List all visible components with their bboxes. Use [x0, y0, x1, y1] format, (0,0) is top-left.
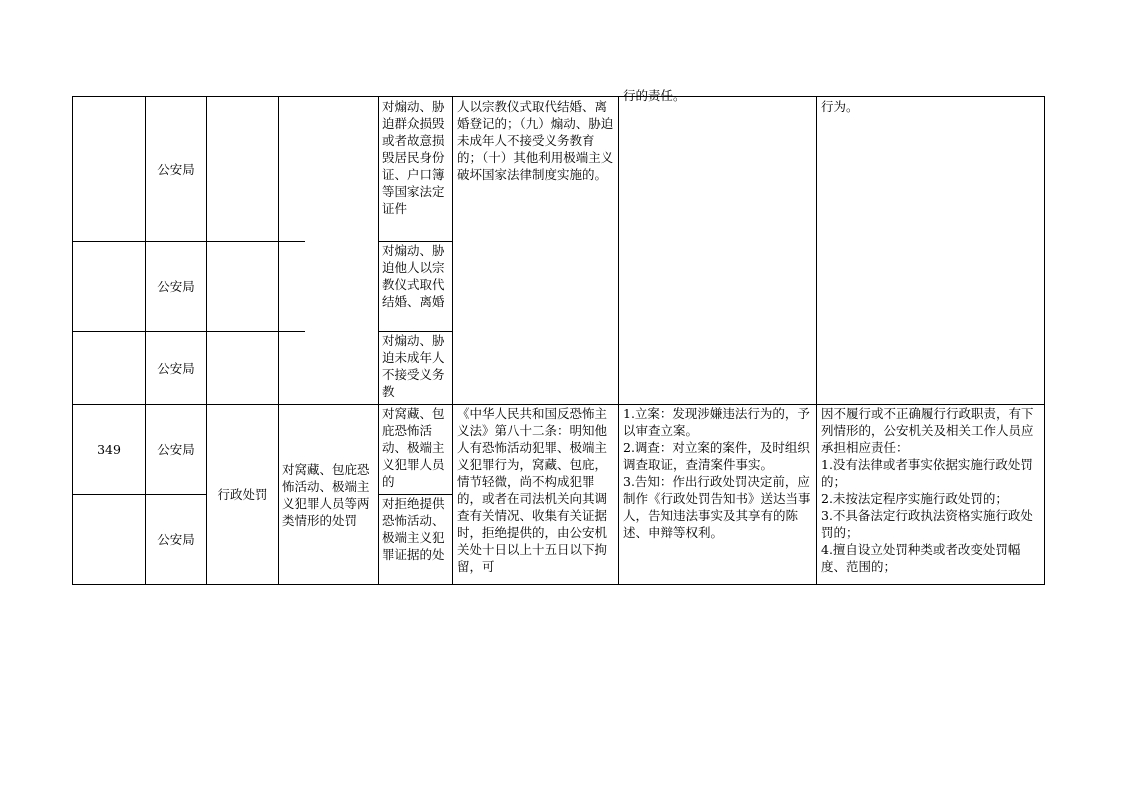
- department-cell: 公安局: [157, 161, 195, 177]
- responsibility-step: 3.告知：作出行政处罚决定前，应制作《行政处罚告知书》送达当事人，告知违法事实及其享有的陈述、申辩等权利。: [623, 474, 811, 540]
- category-cell: 行政处罚: [217, 487, 268, 502]
- responsibility-step: 1.立案：发现涉嫌违法行为的，予以审查立案。: [623, 406, 810, 438]
- row-number: [73, 332, 145, 404]
- table-bottom-border: [72, 584, 1045, 585]
- table-top-border: [72, 96, 1045, 97]
- row-number: [73, 97, 145, 241]
- sub-item-cell: 对煽动、胁迫他人以宗教仪式取代结婚、离婚: [382, 243, 445, 309]
- sub-item-cell: 对煽动、胁迫群众损毁或者故意损毁居民身份证、户口簿等国家法定证件: [382, 99, 445, 216]
- row-number: [73, 242, 145, 331]
- responsibility-step: 2.调查：对立案的案件，及时组织调查取证，查清案件事实。: [623, 440, 810, 472]
- table: [72, 88, 1045, 585]
- sub-item-cell: 对拒绝提供恐怖活动、极端主义犯罪证据的处: [382, 496, 445, 562]
- responsibility-cell: [619, 88, 816, 108]
- department-cell: 公安局: [157, 360, 195, 376]
- legal-basis-cell: 人以宗教仪式取代结婚、离婚登记的；（九）煽动、胁迫未成年人不接受义务教育的；（十）其他利用极端主义破坏国家法律制度实施的。: [457, 99, 614, 182]
- accountability-cell: [817, 405, 1044, 584]
- row-number: 349: [97, 442, 121, 457]
- accountability-cell: 行为。: [821, 99, 859, 114]
- department-cell: 公安局: [157, 279, 195, 294]
- accountability-intro: 因不履行或不正确履行行政职责，有下列情形的，公安机关及相关工作人员应承担相应责任：: [821, 406, 1034, 455]
- accountability-item: 4.擅自设立处罚种类或者改变处罚幅度、范围的；: [821, 542, 1021, 574]
- responsibility-text: 行的责任。: [623, 88, 686, 103]
- legal-basis-cell: 《中华人民共和国反恐怖主义法》第八十二条：明知他人有恐怖活动犯罪、极端主义犯罪行为，窝藏、包庇，情节轻微，尚不构成犯罪的，或者在司法机关向其调查有关情况、收集有关证据时，拒绝提供的，由公安机关处十日以上十五日以下拘留，可: [457, 406, 608, 574]
- row-number: [73, 495, 145, 584]
- accountability-item: 3.不具备法定行政执法资格实施行政处罚的；: [821, 508, 1033, 540]
- accountability-item: 1.没有法律或者事实依据实施行政处罚的；: [821, 457, 1033, 489]
- accountability-item: 2.未按法定程序实施行政处罚的；: [821, 491, 1008, 506]
- sub-item-cell: 对煽动、胁迫未成年人不接受义务教: [382, 333, 445, 399]
- item-name-text: 对窝藏、包庇恐怖活动、极端主义犯罪人员等两类情形的处罚: [282, 461, 370, 528]
- department-cell: 公安局: [157, 442, 195, 457]
- sub-item-cell: 对窝藏、包庇恐怖活动、极端主义犯罪人员的: [382, 406, 445, 489]
- col-divider: [1044, 96, 1045, 585]
- department-cell: 公安局: [157, 532, 195, 547]
- responsibility-cell: [619, 405, 816, 584]
- item-name-cell: [279, 405, 378, 584]
